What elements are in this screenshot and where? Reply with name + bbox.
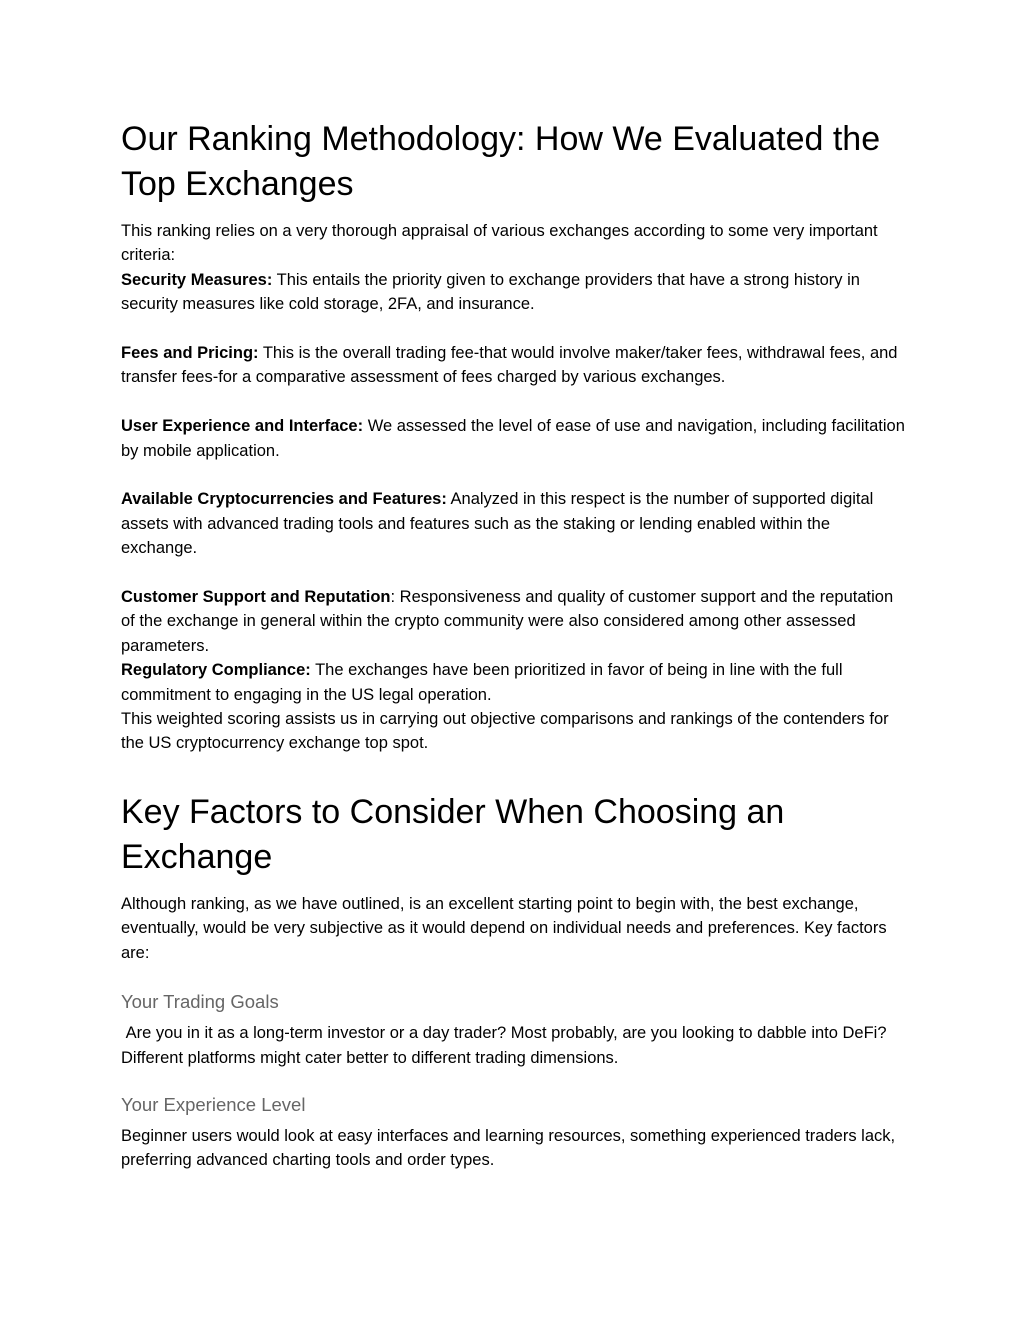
criterion-text-regulatory: The exchanges have been prioritized in favor of being in line with the full commitment to engaging in the US legal operation. [121,661,843,704]
criterion-label-regulatory: Regulatory Compliance: [121,661,311,680]
criterion-text-fees: This is the overall trading fee-that would involve maker/taker fees, withdrawal fees, and transfer fees-for a comparative assessment of fees charged by various exchanges. [121,344,898,387]
criterion-label-support: Customer Support and Reputation [121,588,391,607]
criterion-text-cryptocurrencies: Analyzed in this respect is the number of supported digital assets with advanced trading tools and features such as the staking or lending enabled within the exchange. [121,490,874,558]
criterion-cryptocurrencies [121,487,906,560]
criterion-fees [121,341,906,390]
criterion-text-support: : Responsiveness and quality of customer support and the reputation of the exchange in general within the crypto community were also considered among other assessed parameters. [121,588,894,655]
criterion-label-fees: Fees and Pricing: [121,344,259,363]
trading-goals-text: Are you in it as a long-term investor or a day trader? Most probably, are you looking to dabble into DeFi? Different platforms might cater better to different trading dimensions. [121,1024,892,1067]
criterion-support-and-closing [121,585,906,756]
section-title-key-factors: Key Factors to Consider When Choosing an Exchange [121,792,785,876]
ranking-intro-paragraph [121,219,906,317]
criterion-text-security: This entails the priority given to exchange providers that have a strong history in security measures like cold storage, 2FA, and insurance. [121,270,860,314]
criterion-text-user-experience: We assessed the level of ease of use and navigation, including facilitation by mobile application. [121,417,905,460]
key-factors-intro: Although ranking, as we have outlined, is an excellent starting point to begin with, the best exchange, eventually, would be very subjective as it would depend on individual needs and preferences. Key factors are: [121,894,887,962]
criterion-label-security: Security Measures: [121,270,273,289]
criterion-user-experience [121,414,906,463]
document-page [121,117,906,1173]
criterion-label-cryptocurrencies: Available Cryptocurrencies and Features: [121,490,447,509]
ranking-closing-text: This weighted scoring assists us in carrying out objective comparisons and rankings of the contenders for the US cryptocurrency exchange top spot. [121,710,889,753]
subheading-trading-goals: Your Trading Goals [121,991,279,1013]
ranking-intro-text: This ranking relies on a very thorough appraisal of various exchanges according to some very important criteria: [121,222,878,265]
subheading-experience-level: Your Experience Level [121,1093,306,1115]
experience-level-text: Beginner users would look at easy interfaces and learning resources, something experienced traders lack, preferring advanced charting tools and order types. [121,1126,896,1170]
criterion-label-user-experience: User Experience and Interface: [121,417,364,436]
section-title-ranking-methodology: Our Ranking Methodology: How We Evaluated the Top Exchanges [121,120,881,203]
